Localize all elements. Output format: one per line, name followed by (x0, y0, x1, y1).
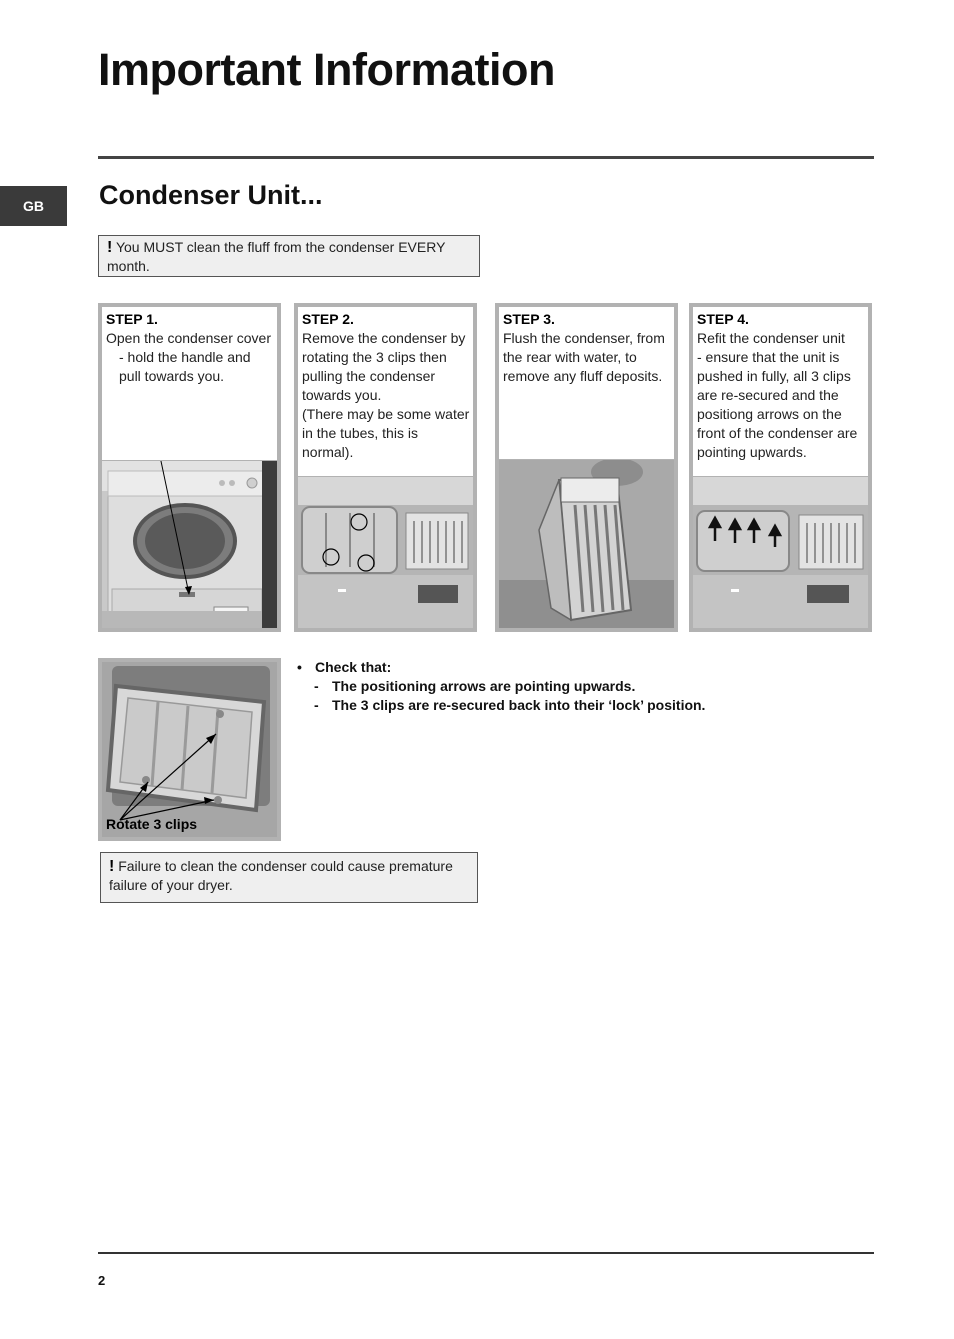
warning-note-top (98, 235, 480, 277)
page-title: Important Information (98, 44, 555, 95)
warning-text: Failure to clean the condenser could cause premature failure of your dryer. (109, 858, 453, 893)
footer-divider (98, 1252, 874, 1254)
check-heading-row (297, 658, 705, 677)
step-label: STEP 1. (106, 311, 158, 327)
step-card-4 (689, 303, 872, 632)
step-note: (There may be some water in the tubes, this is normal). (302, 406, 470, 460)
clip-rotation-card (98, 658, 281, 841)
step-card-3 (495, 303, 678, 632)
section-title: Condenser Unit... (99, 180, 323, 210)
check-list (297, 658, 705, 715)
step-instruction: - hold the handle and (119, 349, 251, 365)
step-text-panel (499, 307, 674, 459)
dash-marker: - (314, 678, 319, 694)
warning-mark: ! (107, 239, 113, 256)
condenser-clips-photo (298, 477, 473, 628)
step-label: STEP 4. (697, 311, 749, 327)
step-label: STEP 2. (302, 311, 354, 327)
step-instruction: Open the condenser cover (106, 330, 271, 346)
step-instruction: Flush the condenser, from the rear with water, to remove any fluff deposits. (503, 330, 665, 384)
header-divider (98, 156, 874, 159)
condenser-clips-closeup-photo (102, 662, 277, 837)
check-item-text: The 3 clips are re-secured back into their ‘lock’ position. (332, 697, 706, 713)
check-heading: Check that: (315, 659, 392, 675)
step-card-2 (294, 303, 477, 632)
step-card-1 (98, 303, 281, 632)
dryer-front-photo (102, 461, 277, 628)
page-number: 2 (98, 1273, 106, 1288)
step-instruction: - ensure that the unit is pushed in fully, all 3 clips are re-secured and the positiong arrows on the front of the condenser are pointing upwards. (697, 349, 858, 460)
language-tab: GB (0, 186, 67, 226)
warning-text: You MUST clean the fluff from the condenser EVERY month. (107, 239, 446, 274)
check-item (297, 696, 705, 715)
condenser-refit-photo (693, 477, 868, 628)
step-instruction: pull towards you. (119, 368, 225, 384)
check-item (297, 677, 705, 696)
clip-caption: Rotate 3 clips (106, 816, 198, 832)
step-instruction: Remove the condenser by rotating the 3 clips then pulling the condenser towards you. (302, 330, 466, 403)
bullet-icon: • (297, 659, 302, 675)
step-instruction: Refit the condenser unit (697, 330, 845, 346)
warning-mark: ! (109, 858, 115, 875)
condenser-rinse-photo (499, 460, 674, 628)
step-text-panel (693, 307, 868, 476)
step-text-panel (102, 307, 277, 460)
dash-marker: - (314, 697, 319, 713)
step-text-panel (298, 307, 473, 476)
step-label: STEP 3. (503, 311, 555, 327)
check-item-text: The positioning arrows are pointing upwards. (332, 678, 636, 694)
warning-note-bottom (100, 852, 478, 903)
